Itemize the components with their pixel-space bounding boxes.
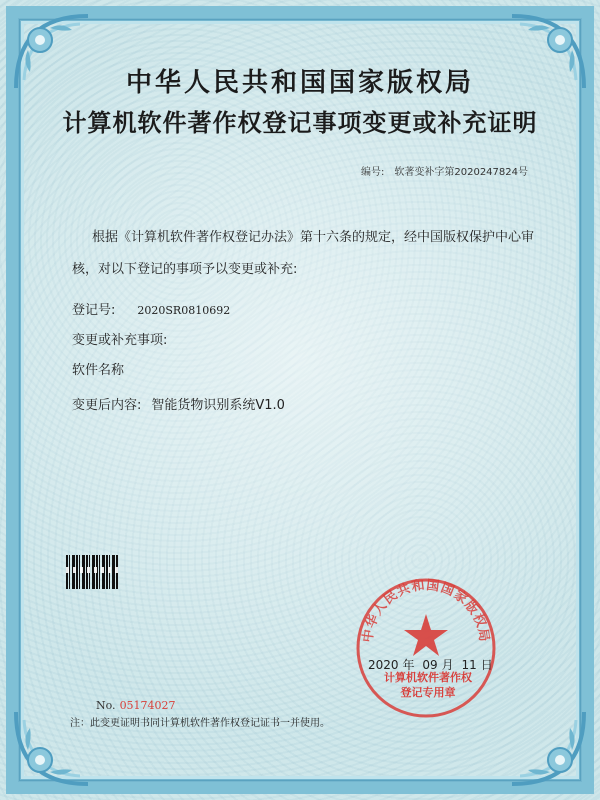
- serial-number: [361, 163, 538, 178]
- date-month-unit: 月: [441, 658, 454, 672]
- field-software-name: [72, 359, 134, 378]
- issuer-title: 中华人民共和国国家版权局: [125, 68, 474, 98]
- seal-bottom-text: [373, 670, 483, 700]
- statement-paragraph: 根据《计算机软件著作权登记办法》第十六条的规定，经中国版权保护中心审核，对以下登记的事项予以变更或补充:: [72, 230, 535, 277]
- field-value: 智能货物识别系统V1.0: [151, 398, 285, 413]
- serial-label: 编号:: [361, 167, 385, 178]
- corner-ornament-icon: [506, 706, 590, 790]
- date-month: 09: [422, 658, 438, 672]
- barcode-icon: [66, 555, 118, 589]
- field-label: 软件名称: [72, 363, 125, 378]
- field-label: 变更后内容:: [72, 398, 142, 413]
- certificate-title: 计算机软件著作权登记事项变更或补充证明: [62, 109, 538, 137]
- field-registration-number: [72, 299, 230, 318]
- field-label: 登记号:: [72, 303, 116, 318]
- footer-note: 注：此变更证明书同计算机软件著作权登记证书一并使用。: [70, 718, 330, 729]
- date-day: 11: [461, 658, 477, 672]
- seal-bottom-line1: 计算机软件著作权: [384, 671, 472, 684]
- document-number-value: 05174027: [119, 699, 176, 712]
- document-number-label: No.: [96, 699, 116, 712]
- field-value: 2020SR0810692: [137, 304, 231, 317]
- seal-bottom-line2: 登记专用章: [400, 686, 456, 699]
- date-year-unit: 年: [402, 658, 415, 672]
- field-new-content: [72, 394, 285, 413]
- seal-ring-text: 中华人民共和国国家版权局: [360, 578, 492, 644]
- date-day-unit: 日: [480, 658, 493, 672]
- date-year: 2020: [368, 658, 399, 672]
- field-change-item: [72, 329, 177, 348]
- field-label: 变更或补充事项:: [72, 333, 168, 348]
- serial-value: 软著变补字第2020247824号: [394, 167, 528, 178]
- document-number: [96, 699, 176, 712]
